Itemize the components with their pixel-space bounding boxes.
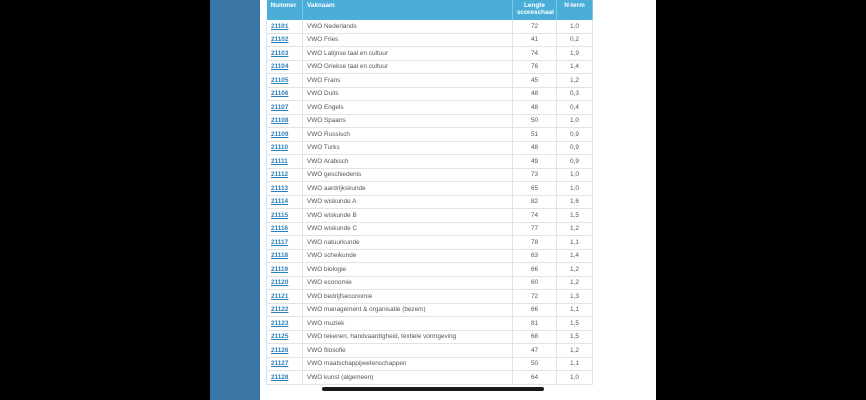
- subject-number-link[interactable]: 21119: [271, 265, 289, 273]
- table-row: [267, 209, 593, 223]
- cell-nummer: [267, 168, 303, 182]
- cell-nterm: 1,2: [557, 276, 593, 290]
- cell-nterm: 1,5: [557, 317, 593, 331]
- cell-nummer: [267, 182, 303, 196]
- cell-lengte: 60: [513, 276, 557, 290]
- subject-number-link[interactable]: 21110: [271, 144, 289, 152]
- cell-vaknaam: VWO geschiedenis: [303, 168, 513, 182]
- subject-number-link[interactable]: 21128: [271, 373, 289, 381]
- left-sidebar-strip: [210, 0, 260, 400]
- cell-vaknaam: VWO bedrijfseconomie: [303, 290, 513, 304]
- cell-vaknaam: VWO wiskunde A: [303, 195, 513, 209]
- cell-nterm: 1,0: [557, 371, 593, 385]
- cell-nummer: [267, 87, 303, 101]
- cell-lengte: 51: [513, 128, 557, 142]
- cell-lengte: 47: [513, 344, 557, 358]
- cell-nterm: 1,4: [557, 249, 593, 263]
- table-row: [267, 47, 593, 61]
- cell-nummer: [267, 263, 303, 277]
- cell-nummer: [267, 290, 303, 304]
- table-body: [267, 20, 593, 384]
- cell-nterm: 1,1: [557, 303, 593, 317]
- subject-number-link[interactable]: 21121: [271, 292, 289, 300]
- cell-nummer: [267, 128, 303, 142]
- subject-number-link[interactable]: 21122: [271, 306, 289, 314]
- table-row: [267, 128, 593, 142]
- cell-vaknaam: VWO Arabisch: [303, 155, 513, 169]
- cell-nterm: 1,3: [557, 290, 593, 304]
- cell-nterm: 1,2: [557, 74, 593, 88]
- table-row: [267, 303, 593, 317]
- cell-lengte: 74: [513, 47, 557, 61]
- cell-nummer: [267, 317, 303, 331]
- cell-vaknaam: VWO Russisch: [303, 128, 513, 142]
- cell-nterm: 1,1: [557, 236, 593, 250]
- subject-number-link[interactable]: 21104: [271, 63, 289, 71]
- cell-nummer: [267, 47, 303, 61]
- subject-number-link[interactable]: 21109: [271, 130, 289, 138]
- cell-lengte: 78: [513, 236, 557, 250]
- cell-nummer: [267, 222, 303, 236]
- cell-nummer: [267, 74, 303, 88]
- cell-nterm: 1,1: [557, 357, 593, 371]
- table-row: [267, 87, 593, 101]
- cell-nterm: 1,4: [557, 60, 593, 74]
- table-row: [267, 141, 593, 155]
- cell-lengte: 64: [513, 371, 557, 385]
- table-row: [267, 195, 593, 209]
- cell-nterm: 1,0: [557, 20, 593, 33]
- cell-lengte: 73: [513, 168, 557, 182]
- subject-number-link[interactable]: 21126: [271, 346, 289, 354]
- cell-vaknaam: VWO filosofie: [303, 344, 513, 358]
- cell-lengte: 45: [513, 74, 557, 88]
- table-row: [267, 317, 593, 331]
- cell-nterm: 1,2: [557, 263, 593, 277]
- table-row: [267, 249, 593, 263]
- cell-vaknaam: VWO maatschappijwetenschappen: [303, 357, 513, 371]
- cell-lengte: 41: [513, 33, 557, 47]
- cell-lengte: 82: [513, 195, 557, 209]
- cell-nterm: 0,9: [557, 128, 593, 142]
- cell-nterm: 1,5: [557, 209, 593, 223]
- header-lengte-line2: scoreschaal: [517, 9, 554, 16]
- cell-lengte: 74: [513, 209, 557, 223]
- table-row: [267, 276, 593, 290]
- subject-number-link[interactable]: 21111: [271, 157, 288, 165]
- table-row: [267, 263, 593, 277]
- cell-nterm: 1,9: [557, 47, 593, 61]
- cell-nummer: [267, 155, 303, 169]
- table-row: [267, 155, 593, 169]
- cell-vaknaam: VWO Engels: [303, 101, 513, 115]
- cell-lengte: 66: [513, 303, 557, 317]
- cell-vaknaam: VWO muziek: [303, 317, 513, 331]
- cell-vaknaam: VWO Fries: [303, 33, 513, 47]
- cell-nterm: 1,0: [557, 114, 593, 128]
- home-indicator[interactable]: [322, 387, 544, 391]
- header-lengte-line1: Lengte: [524, 2, 545, 9]
- cell-nummer: [267, 114, 303, 128]
- cell-nummer: [267, 330, 303, 344]
- cell-nterm: 0,2: [557, 33, 593, 47]
- table-row: [267, 114, 593, 128]
- cell-vaknaam: VWO biologie: [303, 263, 513, 277]
- subject-number-link[interactable]: 21118: [271, 252, 289, 260]
- subject-number-link[interactable]: 21102: [271, 36, 289, 44]
- cell-vaknaam: VWO Frans: [303, 74, 513, 88]
- cell-nummer: [267, 344, 303, 358]
- subject-number-link[interactable]: 21108: [271, 117, 289, 125]
- cell-vaknaam: VWO Nederlands: [303, 20, 513, 33]
- table-row: [267, 222, 593, 236]
- subject-number-link[interactable]: 21123: [271, 319, 289, 327]
- table-row: [267, 20, 593, 33]
- subject-number-link[interactable]: 21112: [271, 171, 289, 179]
- cell-lengte: 48: [513, 141, 557, 155]
- cell-nterm: 1,0: [557, 182, 593, 196]
- cell-nterm: 1,5: [557, 330, 593, 344]
- cell-vaknaam: VWO tekenen, handvaardigheid, textiele vormgeving: [303, 330, 513, 344]
- cell-nummer: [267, 33, 303, 47]
- cell-vaknaam: VWO Spaans: [303, 114, 513, 128]
- cell-lengte: 50: [513, 114, 557, 128]
- cell-nummer: [267, 209, 303, 223]
- table-header-row: [267, 0, 593, 20]
- cell-lengte: 76: [513, 60, 557, 74]
- subject-number-link[interactable]: 21101: [271, 22, 289, 30]
- subject-number-link[interactable]: 21103: [271, 49, 289, 57]
- subject-number-link[interactable]: 21117: [271, 238, 289, 246]
- table-row: [267, 330, 593, 344]
- cell-vaknaam: VWO management & organisatie (bezem): [303, 303, 513, 317]
- cell-lengte: 66: [513, 263, 557, 277]
- cell-nummer: [267, 60, 303, 74]
- cell-nterm: 1,2: [557, 344, 593, 358]
- cell-vaknaam: VWO kunst (algemeen): [303, 371, 513, 385]
- subject-number-link[interactable]: 21105: [271, 76, 289, 84]
- subject-number-link[interactable]: 21125: [271, 333, 289, 341]
- cell-nterm: 0,9: [557, 141, 593, 155]
- cell-nummer: [267, 195, 303, 209]
- cell-vaknaam: VWO wiskunde B: [303, 209, 513, 223]
- cell-nummer: [267, 357, 303, 371]
- table-row: [267, 74, 593, 88]
- table-row: [267, 33, 593, 47]
- cell-lengte: 72: [513, 20, 557, 33]
- cell-nummer: [267, 249, 303, 263]
- cell-vaknaam: VWO scheikunde: [303, 249, 513, 263]
- cell-nummer: [267, 101, 303, 115]
- subject-number-link[interactable]: 21114: [271, 198, 289, 206]
- cell-vaknaam: VWO natuurkunde: [303, 236, 513, 250]
- cell-vaknaam: VWO Griekse taal en cultuur: [303, 60, 513, 74]
- cell-nummer: [267, 141, 303, 155]
- cell-nterm: 0,4: [557, 101, 593, 115]
- cell-lengte: 48: [513, 101, 557, 115]
- table-row: [267, 344, 593, 358]
- table-row: [267, 60, 593, 74]
- cell-lengte: 63: [513, 249, 557, 263]
- cell-vaknaam: VWO wiskunde C: [303, 222, 513, 236]
- cell-lengte: 65: [513, 182, 557, 196]
- cell-lengte: 72: [513, 290, 557, 304]
- table-row: [267, 101, 593, 115]
- cell-nterm: 1,0: [557, 168, 593, 182]
- cell-lengte: 77: [513, 222, 557, 236]
- cell-nummer: [267, 20, 303, 33]
- cell-nterm: 1,6: [557, 195, 593, 209]
- cell-lengte: 68: [513, 330, 557, 344]
- cell-vaknaam: VWO Latijnse taal en cultuur: [303, 47, 513, 61]
- table-row: [267, 357, 593, 371]
- header-nterm[interactable]: N-term: [557, 0, 593, 20]
- subject-number-link[interactable]: 21116: [271, 225, 289, 233]
- cell-vaknaam: VWO aardrijkskunde: [303, 182, 513, 196]
- cell-lengte: 48: [513, 87, 557, 101]
- subject-number-link[interactable]: 21107: [271, 103, 289, 111]
- cell-nummer: [267, 303, 303, 317]
- cell-nummer: [267, 276, 303, 290]
- subject-number-link[interactable]: 21106: [271, 90, 289, 98]
- cell-vaknaam: VWO Turks: [303, 141, 513, 155]
- header-vaknaam[interactable]: Vaknaam: [303, 0, 513, 20]
- cell-nummer: [267, 236, 303, 250]
- subject-number-link[interactable]: 21115: [271, 211, 289, 219]
- subjects-table: [266, 0, 593, 385]
- cell-lengte: 49: [513, 155, 557, 169]
- header-lengte[interactable]: [513, 0, 557, 20]
- table-row: [267, 290, 593, 304]
- subject-number-link[interactable]: 21127: [271, 360, 289, 368]
- page-content: [260, 0, 656, 400]
- cell-lengte: 50: [513, 357, 557, 371]
- header-nummer[interactable]: Nummer: [267, 0, 303, 20]
- cell-lengte: 81: [513, 317, 557, 331]
- cell-vaknaam: VWO economie: [303, 276, 513, 290]
- cell-nterm: 0,9: [557, 155, 593, 169]
- table-row: [267, 182, 593, 196]
- table-row: [267, 168, 593, 182]
- cell-nummer: [267, 371, 303, 385]
- subject-number-link[interactable]: 21113: [271, 184, 289, 192]
- subject-number-link[interactable]: 21120: [271, 279, 289, 287]
- cell-nterm: 1,2: [557, 222, 593, 236]
- table-row: [267, 236, 593, 250]
- cell-vaknaam: VWO Duits: [303, 87, 513, 101]
- table-row: [267, 371, 593, 385]
- cell-nterm: 0,3: [557, 87, 593, 101]
